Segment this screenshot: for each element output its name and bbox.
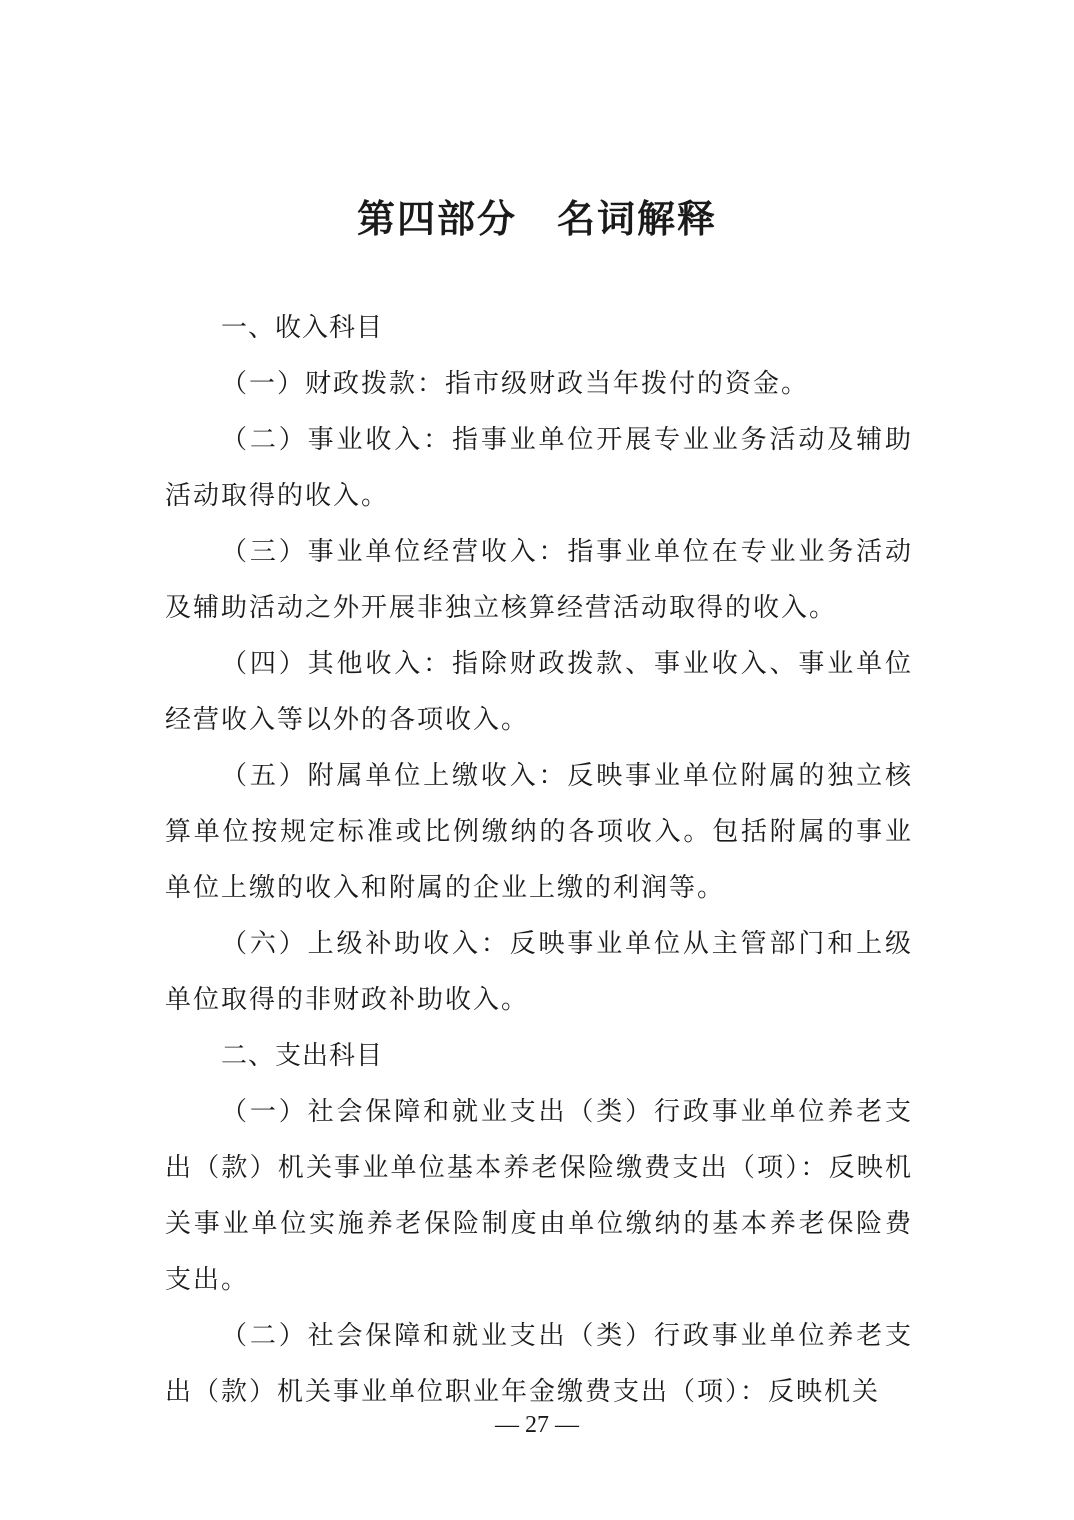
income-item-5: （五）附属单位上缴收入：反映事业单位附属的独立核算单位按规定标准或比例缴纳的各项收入。包括附属的事业单位上缴的收入和附属的企业上缴的利润等。 xyxy=(165,761,913,903)
expenditure-item-1: （一）社会保障和就业支出（类）行政事业单位养老支出（款）机关事业单位基本养老保险缴费支出（项）：反映机关事业单位实施养老保险制度由单位缴纳的基本养老保险费支出。 xyxy=(165,1097,913,1295)
page-title: 第四部分 名词解释 xyxy=(356,197,717,241)
income-item-3: （三）事业单位经营收入：指事业单位在专业业务活动及辅助活动之外开展非独立核算经营活动取得的收入。 xyxy=(165,537,913,623)
section-heading-expenditure: 二、支出科目 xyxy=(221,1041,384,1071)
document-body xyxy=(165,300,913,1420)
income-item-1: （一）财政拨款：指市级财政当年拨付的资金。 xyxy=(221,369,810,399)
income-item-6: （六）上级补助收入：反映事业单位从主管部门和上级单位取得的非财政补助收入。 xyxy=(165,929,913,1015)
expenditure-item-2: （二）社会保障和就业支出（类）行政事业单位养老支出（款）机关事业单位职业年金缴费支出（项）：反映机关 xyxy=(165,1321,913,1407)
income-item-2: （二）事业收入：指事业单位开展专业业务活动及辅助活动取得的收入。 xyxy=(165,425,913,511)
page-number: — 27 — xyxy=(495,1412,579,1438)
income-item-4: （四）其他收入：指除财政拨款、事业收入、事业单位经营收入等以外的各项收入。 xyxy=(165,649,913,735)
section-heading-income: 一、收入科目 xyxy=(221,313,384,343)
